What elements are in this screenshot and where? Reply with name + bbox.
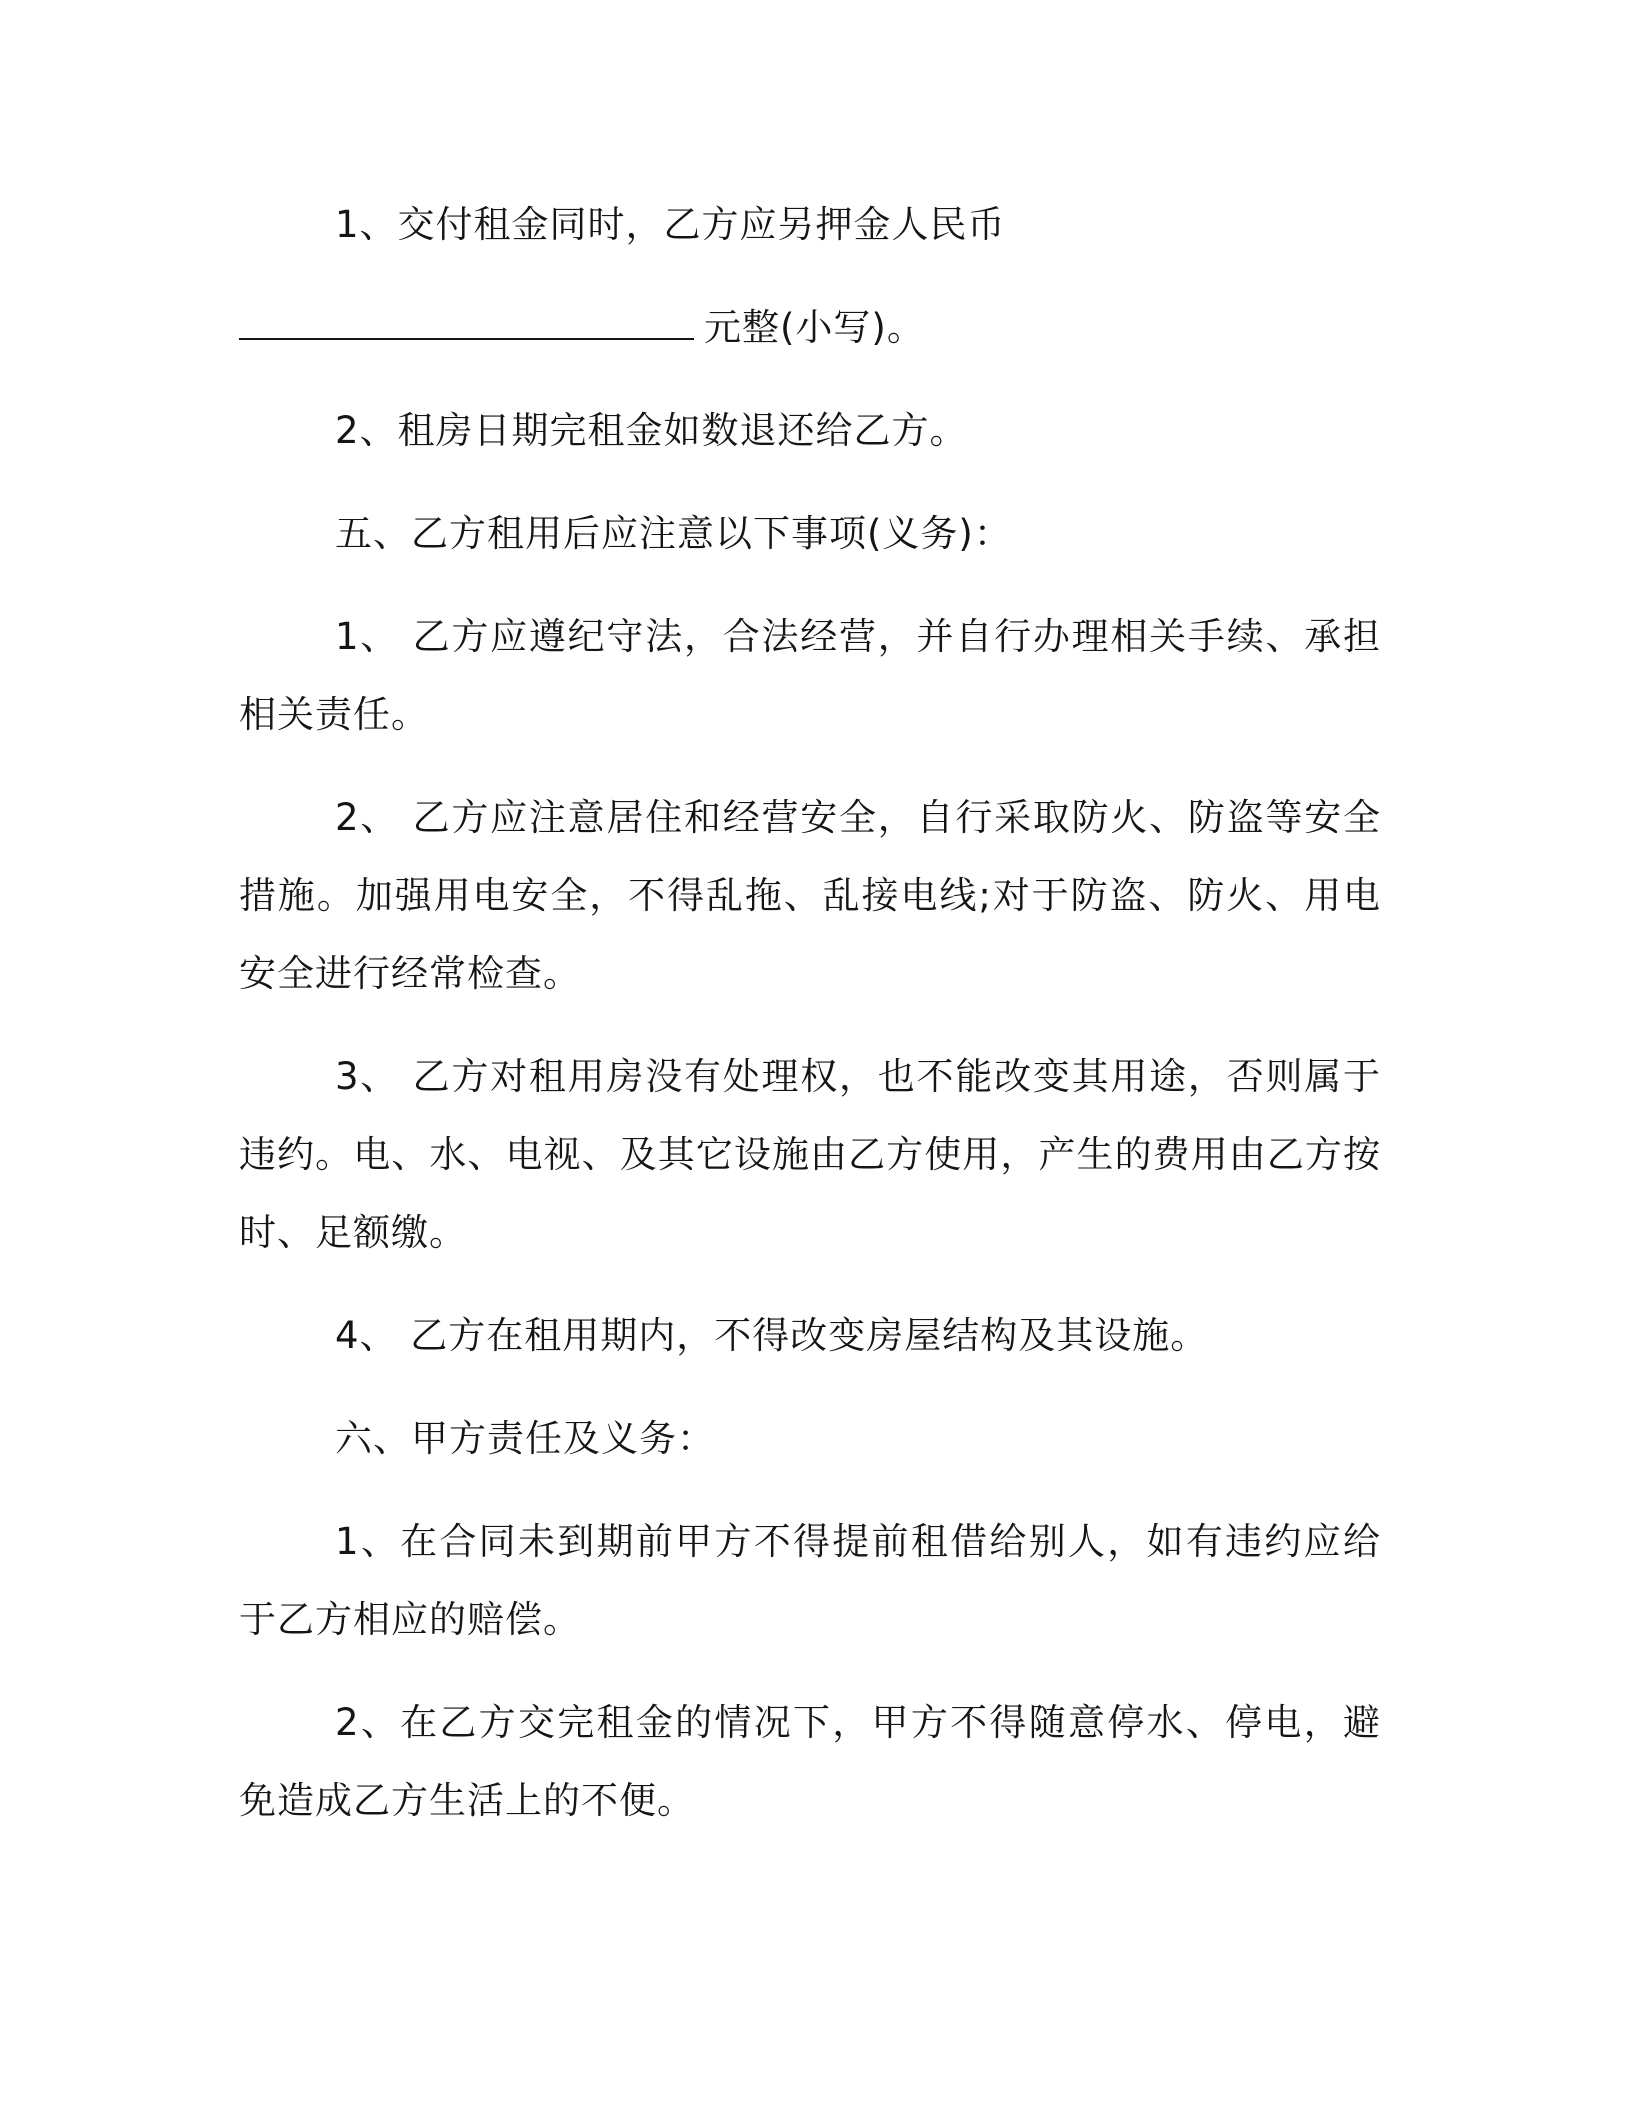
document-body: [239, 186, 1381, 1865]
deposit-clause-1: 1、交付租金同时，乙方应另押金人民币: [335, 203, 1006, 246]
section-5-item-4: 4、 乙方在租用期内，不得改变房屋结构及其设施。: [335, 1314, 1209, 1357]
deposit-amount-suffix: 元整(小写)。: [704, 306, 925, 349]
deposit-amount-blank: [239, 328, 694, 340]
section-5-item-1: 1、 乙方应遵纪守法，合法经营，并自行办理相关手续、承担相关责任。: [239, 615, 1381, 736]
section-6-item-1: 1、在合同未到期前甲方不得提前租借给别人，如有违约应给于乙方相应的赔偿。: [239, 1520, 1381, 1641]
section-5-item-2: 2、 乙方应注意居住和经营安全，自行采取防火、防盗等安全措施。加强用电安全，不得乱拖、乱接电线;对于防盗、防火、用电安全进行经常检查。: [239, 796, 1381, 995]
section-5-item-3: 3、 乙方对租用房没有处理权，也不能改变其用途，否则属于违约。电、水、电视、及其它设施由乙方使用，产生的费用由乙方按时、足额缴。: [239, 1055, 1381, 1254]
deposit-amount-line: [239, 289, 1381, 367]
section-6-item-2: 2、在乙方交完租金的情况下，甲方不得随意停水、停电，避免造成乙方生活上的不便。: [239, 1701, 1381, 1822]
deposit-clause-2: 2、租房日期完租金如数退还给乙方。: [335, 409, 968, 452]
section-6-heading: 六、甲方责任及义务：: [335, 1417, 715, 1460]
section-5-heading: 五、乙方租用后应注意以下事项(义务)：: [335, 512, 1012, 555]
